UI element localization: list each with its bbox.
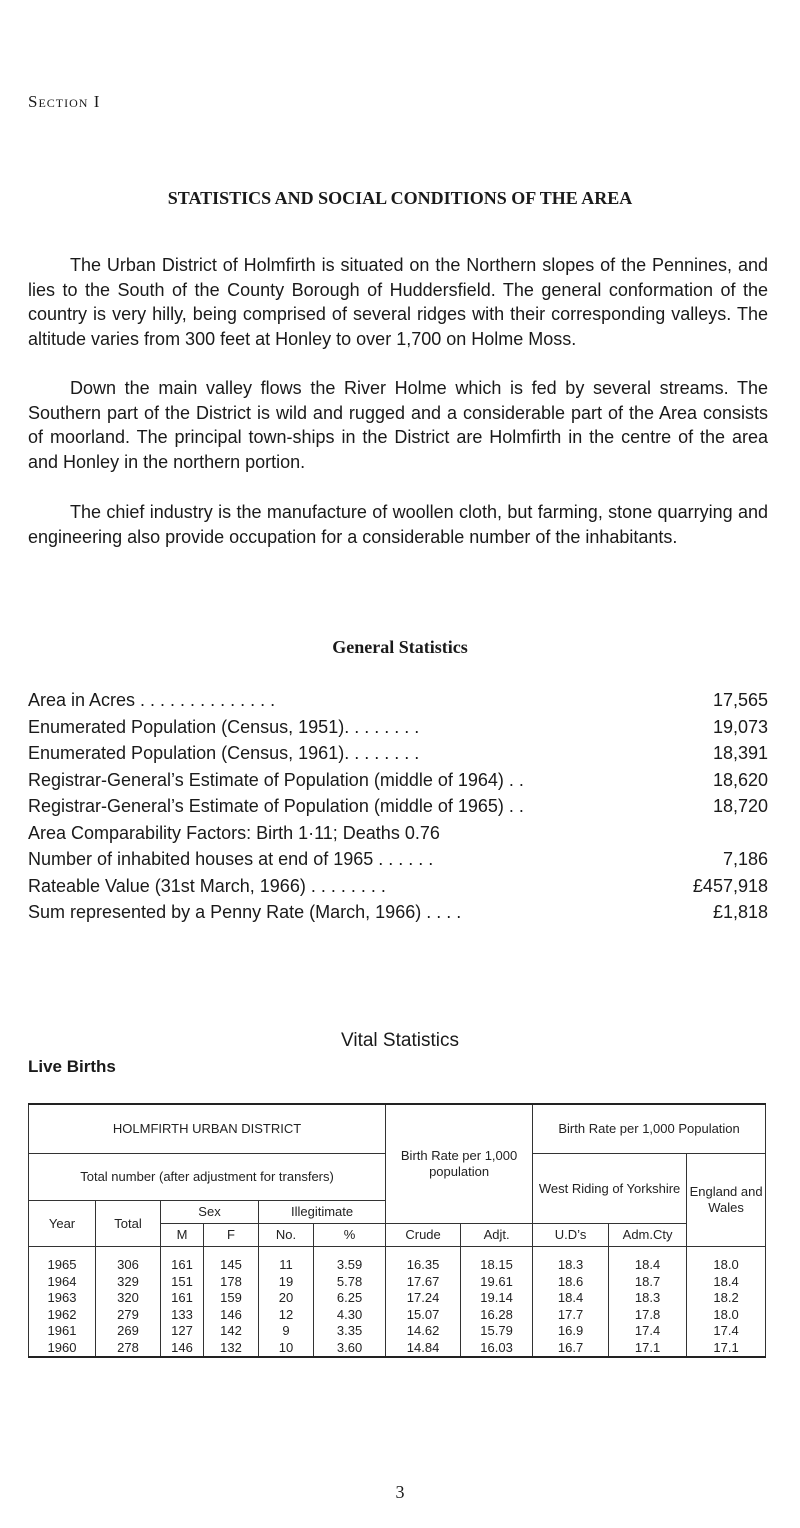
table-cell: 18.6 bbox=[533, 1274, 609, 1291]
header-district: HOLMFIRTH URBAN DISTRICT bbox=[29, 1104, 386, 1154]
stat-label: Enumerated Population (Census, 1961). . . . . . . . bbox=[28, 743, 420, 763]
table-cell: 269 bbox=[96, 1323, 161, 1340]
table-row bbox=[29, 1290, 766, 1307]
table-cell: 14.84 bbox=[386, 1340, 461, 1358]
vital-statistics-title: Vital Statistics bbox=[341, 1030, 459, 1051]
stat-label: Sum represented by a Penny Rate (March, 1966) . . . . bbox=[28, 902, 462, 922]
paragraph-river: Down the main valley flows the River Holme which is fed by several streams. The Southern part of the District is wild and rugged and a considerable part of the Area consists of moorland. The principal town-ships in the District are Holmfirth in the centre of the area and Honley in the northern portion. bbox=[28, 378, 768, 472]
table-cell: 1963 bbox=[29, 1290, 96, 1307]
table-cell: 19.61 bbox=[461, 1274, 533, 1291]
table-cell: 127 bbox=[161, 1323, 204, 1340]
general-statistics-title: General Statistics bbox=[332, 637, 468, 657]
table-cell: 18.4 bbox=[609, 1247, 687, 1274]
table-cell: 16.35 bbox=[386, 1247, 461, 1274]
table-cell: 18.2 bbox=[687, 1290, 766, 1307]
stat-label: Number of inhabited houses at end of 1965 . . . . . . bbox=[28, 849, 434, 869]
stat-label: Rateable Value (31st March, 1966) . . . . . . . . bbox=[28, 875, 386, 896]
header-no: No. bbox=[259, 1224, 314, 1247]
table-cell: 161 bbox=[161, 1247, 204, 1274]
table-cell: 18.3 bbox=[533, 1247, 609, 1274]
table-cell: 9 bbox=[259, 1323, 314, 1340]
table-row bbox=[29, 1247, 766, 1274]
table-cell: 161 bbox=[161, 1290, 204, 1307]
page-number: 3 bbox=[395, 1482, 405, 1502]
table-row bbox=[29, 1307, 766, 1324]
general-statistics-list bbox=[28, 687, 768, 926]
table-cell: 1960 bbox=[29, 1340, 96, 1358]
stat-value: 19,073 bbox=[712, 716, 768, 737]
table-cell: 19.14 bbox=[461, 1290, 533, 1307]
table-cell: 19 bbox=[259, 1274, 314, 1291]
header-birth-rate-per: Birth Rate per 1,000 Population bbox=[533, 1104, 766, 1154]
table-cell: 17.8 bbox=[609, 1307, 687, 1324]
table-cell: 16.9 bbox=[533, 1323, 609, 1340]
table-cell: 16.28 bbox=[461, 1307, 533, 1324]
header-admcty: Adm.Cty bbox=[609, 1224, 687, 1247]
stat-value: 17,565 bbox=[712, 690, 768, 710]
stat-label: Registrar-General’s Estimate of Population (middle of 1965) . . bbox=[28, 796, 524, 816]
table-cell: 3.60 bbox=[314, 1340, 386, 1358]
stat-label: Enumerated Population (Census, 1951). . . . . . . . bbox=[28, 716, 420, 737]
table-cell: 145 bbox=[204, 1247, 259, 1274]
table-cell: 12 bbox=[259, 1307, 314, 1324]
header-west-riding: West Riding of Yorkshire bbox=[533, 1154, 687, 1224]
table-cell: 17.4 bbox=[609, 1323, 687, 1340]
header-adjt: Adjt. bbox=[461, 1224, 533, 1247]
table-cell: 18.3 bbox=[609, 1290, 687, 1307]
stat-label: Registrar-General’s Estimate of Population (middle of 1964) . . bbox=[28, 769, 524, 790]
stat-value: £1,818 bbox=[712, 902, 768, 922]
table-cell: 132 bbox=[204, 1340, 259, 1358]
stat-row-rateable-value bbox=[28, 873, 768, 900]
table-cell: 17.67 bbox=[386, 1274, 461, 1291]
stat-row-census-1961 bbox=[28, 740, 768, 767]
table-cell: 20 bbox=[259, 1290, 314, 1307]
header-f: F bbox=[204, 1224, 259, 1247]
table-cell: 306 bbox=[96, 1247, 161, 1274]
table-cell: 1961 bbox=[29, 1323, 96, 1340]
table-cell: 17.4 bbox=[687, 1323, 766, 1340]
header-crude: Crude bbox=[386, 1224, 461, 1247]
table-cell: 10 bbox=[259, 1340, 314, 1358]
table-cell: 17.1 bbox=[687, 1340, 766, 1358]
header-total: Total bbox=[96, 1201, 161, 1247]
stat-row-census-1951 bbox=[28, 714, 768, 741]
table-cell: 142 bbox=[204, 1323, 259, 1340]
table-cell: 6.25 bbox=[314, 1290, 386, 1307]
table-row bbox=[29, 1274, 766, 1291]
stat-row-houses bbox=[28, 846, 768, 873]
table-cell: 146 bbox=[161, 1340, 204, 1358]
table-cell: 18.15 bbox=[461, 1247, 533, 1274]
table-cell: 1964 bbox=[29, 1274, 96, 1291]
stat-value: 18,620 bbox=[712, 769, 768, 790]
table-cell: 18.0 bbox=[687, 1307, 766, 1324]
table-cell: 1962 bbox=[29, 1307, 96, 1324]
header-uds: U.D’s bbox=[533, 1224, 609, 1247]
table-cell: 18.4 bbox=[687, 1274, 766, 1291]
table-cell: 3.59 bbox=[314, 1247, 386, 1274]
header-year: Year bbox=[29, 1201, 96, 1247]
table-row bbox=[29, 1340, 766, 1358]
table-cell: 11 bbox=[259, 1247, 314, 1274]
stat-value: 18,720 bbox=[712, 796, 768, 816]
header-england-wales: England and Wales bbox=[687, 1154, 766, 1247]
table-cell: 18.4 bbox=[533, 1290, 609, 1307]
table-cell: 146 bbox=[204, 1307, 259, 1324]
live-births-table-body bbox=[29, 1247, 766, 1358]
header-m: M bbox=[161, 1224, 204, 1247]
stat-value: 18,391 bbox=[712, 743, 768, 763]
table-cell: 151 bbox=[161, 1274, 204, 1291]
stat-row-area bbox=[28, 687, 768, 714]
section-label: Section I bbox=[28, 92, 101, 111]
stat-value: £457,918 bbox=[692, 875, 768, 896]
page-title: STATISTICS AND SOCIAL CONDITIONS OF THE AREA bbox=[167, 188, 633, 208]
stat-row-estimate-1964 bbox=[28, 767, 768, 794]
paragraph-industry: The chief industry is the manufacture of woollen cloth, but farming, stone quarrying and engineering also provide occupation for a considerable number of the inhabitants. bbox=[28, 502, 768, 547]
stat-row-penny-rate bbox=[28, 899, 768, 926]
live-births-heading: Live Births bbox=[28, 1057, 116, 1076]
table-cell: 329 bbox=[96, 1274, 161, 1291]
stat-label: Area Comparability Factors: Birth 1·11; Deaths 0.76 bbox=[28, 822, 440, 843]
table-cell: 17.1 bbox=[609, 1340, 687, 1358]
table-cell: 15.79 bbox=[461, 1323, 533, 1340]
stat-label: Area in Acres . . . . . . . . . . . . . . bbox=[28, 690, 276, 710]
table-cell: 16.7 bbox=[533, 1340, 609, 1358]
stat-row-comparability bbox=[28, 820, 768, 847]
live-births-table bbox=[28, 1103, 766, 1358]
paragraph-location: The Urban District of Holmfirth is situated on the Northern slopes of the Pennines, and lies to the South of the County Borough of Huddersfield. The general conformation of the country is very hilly, being comprised of several ridges with their corresponding valleys. The altitude varies from 300 feet at Honley to over 1,700 on Holme Moss. bbox=[28, 255, 768, 349]
table-cell: 178 bbox=[204, 1274, 259, 1291]
table-cell: 15.07 bbox=[386, 1307, 461, 1324]
header-total-number: Total number (after adjustment for transfers) bbox=[29, 1154, 386, 1201]
header-birth-rate: Birth Rate per 1,000 population bbox=[386, 1104, 533, 1224]
table-cell: 16.03 bbox=[461, 1340, 533, 1358]
table-cell: 17.24 bbox=[386, 1290, 461, 1307]
stat-row-estimate-1965 bbox=[28, 793, 768, 820]
table-cell: 279 bbox=[96, 1307, 161, 1324]
table-cell: 3.35 bbox=[314, 1323, 386, 1340]
table-cell: 4.30 bbox=[314, 1307, 386, 1324]
table-cell: 18.0 bbox=[687, 1247, 766, 1274]
table-cell: 320 bbox=[96, 1290, 161, 1307]
table-cell: 18.7 bbox=[609, 1274, 687, 1291]
table-cell: 17.7 bbox=[533, 1307, 609, 1324]
header-illegitimate: Illegitimate bbox=[259, 1201, 386, 1224]
table-row bbox=[29, 1323, 766, 1340]
table-cell: 1965 bbox=[29, 1247, 96, 1274]
stat-value: 7,186 bbox=[722, 849, 768, 869]
table-cell: 278 bbox=[96, 1340, 161, 1358]
header-sex: Sex bbox=[161, 1201, 259, 1224]
table-cell: 159 bbox=[204, 1290, 259, 1307]
table-cell: 5.78 bbox=[314, 1274, 386, 1291]
table-cell: 14.62 bbox=[386, 1323, 461, 1340]
header-pct: % bbox=[314, 1224, 386, 1247]
table-cell: 133 bbox=[161, 1307, 204, 1324]
